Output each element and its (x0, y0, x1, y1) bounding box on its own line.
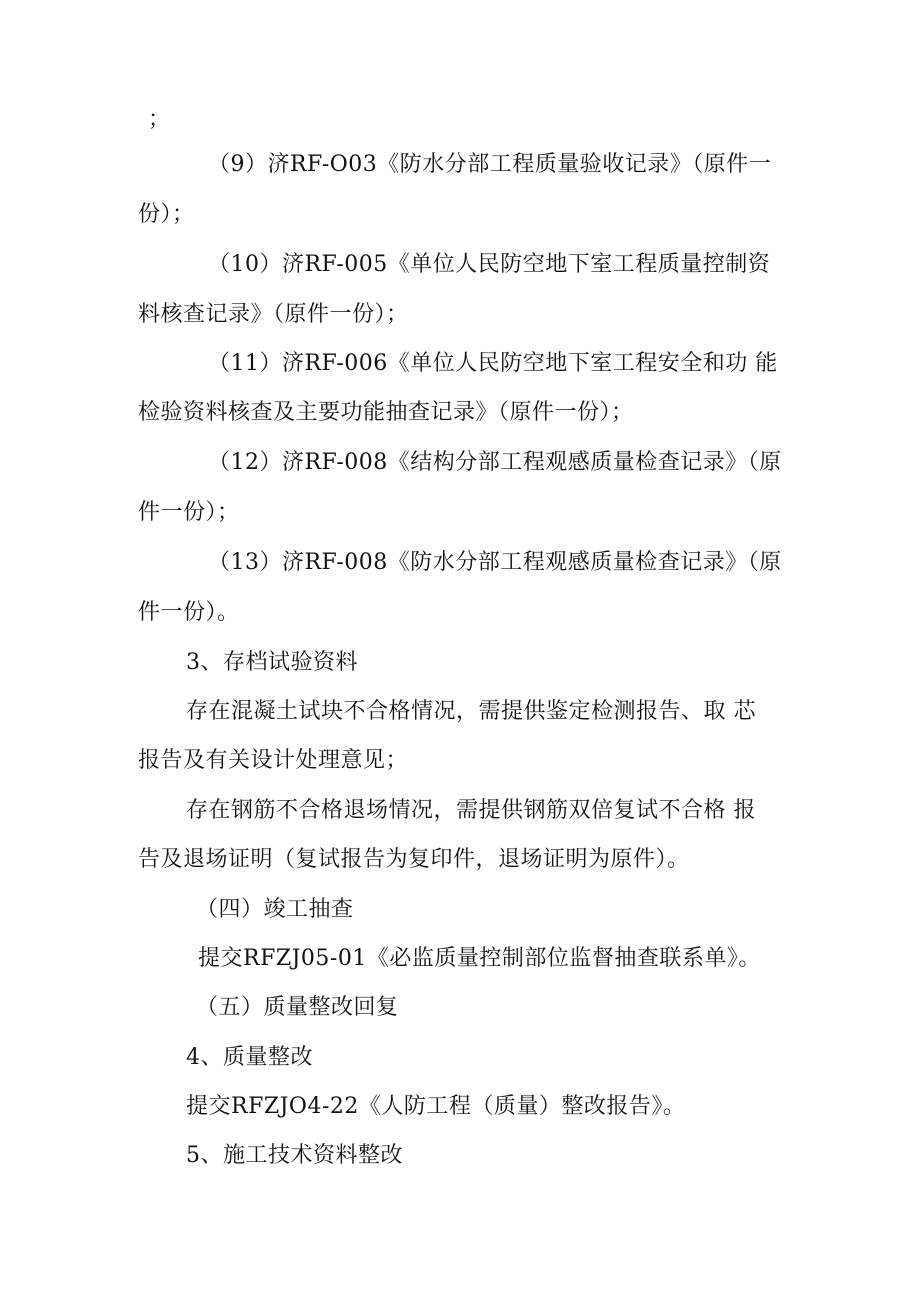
paragraph-concrete: 存在混凝土试块不合格情况，需提供鉴定检测报告、取 芯 (186, 699, 756, 724)
text-line-item-12-cont: 件一份）； (138, 500, 240, 525)
text-line-item-9: （9）济RF-O03《防水分部工程质量验收记录》（原件一 (208, 152, 772, 177)
section-heading-4-inspection: （四）竣工抽查 (196, 897, 354, 922)
text-line-item-11-cont: 检验资料核查及主要功能抽查记录》（原件一份）； (138, 400, 634, 425)
text-line-item-11: （11）济RF-006《单位人民防空地下室工程安全和功 能 (208, 351, 778, 376)
text-line-item-10: （10）济RF-005《单位人民防空地下室工程质量控制资 (208, 252, 771, 277)
paragraph-rebar-cont: 告及退场证明（复试报告为复印件，退场证明为原件）。 (138, 847, 690, 872)
paragraph-concrete-cont: 报告及有关设计处理意见； (138, 748, 409, 773)
text-line-item-9-cont: 份）； (138, 202, 195, 227)
text-line-item-12: （12）济RF-008《结构分部工程观感质量检查记录》（原 (208, 450, 782, 475)
text-line-item-10-cont: 料核查记录》（原件一份）； (138, 302, 409, 327)
text-line-item-13-cont: 件一份）。 (138, 600, 240, 625)
paragraph-rebar: 存在钢筋不合格退场情况，需提供钢筋双倍复试不合格 报 (186, 798, 756, 823)
text-line-semicolon: ； (148, 107, 171, 132)
section-heading-5-rectification: （五）质量整改回复 (196, 995, 399, 1020)
text-line-submit-rfzjo4: 提交RFZJO4-22《人防工程（质量）整改报告》。 (186, 1094, 686, 1119)
section-heading-technical-docs: 5、施工技术资料整改 (186, 1143, 403, 1168)
text-line-item-13: （13）济RF-008《防水分部工程观感质量检查记录》（原 (208, 550, 782, 575)
section-heading-3: 3、存档试验资料 (186, 650, 358, 675)
text-line-submit-rfzj05: 提交RFZJ05-01《必监质量控制部位监督抽查联系单》。 (198, 946, 761, 971)
section-heading-quality-rectification: 4、质量整改 (186, 1045, 313, 1070)
